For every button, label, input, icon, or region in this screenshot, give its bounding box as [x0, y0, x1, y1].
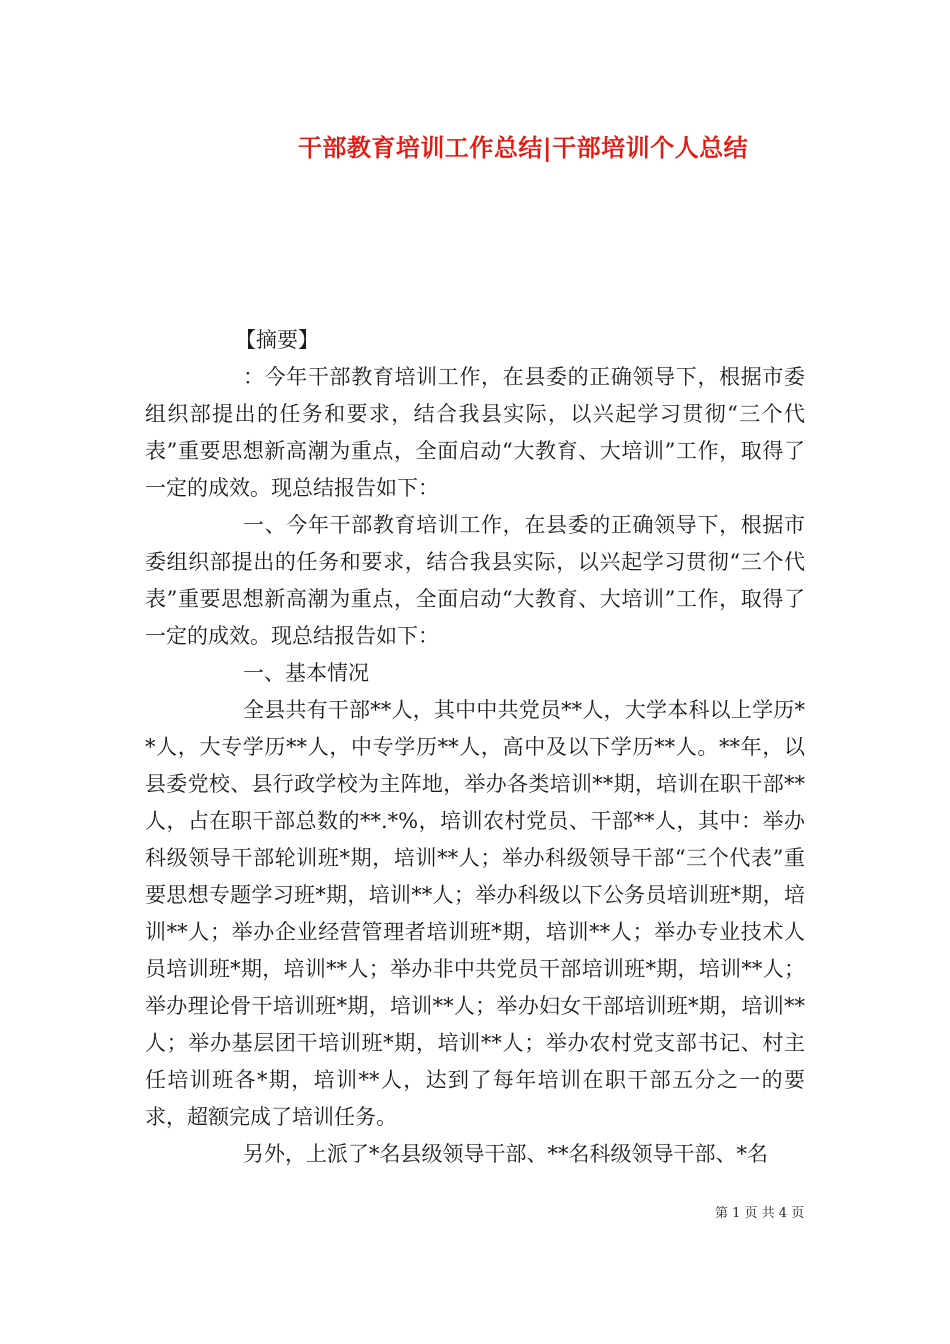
additional-paragraph: 另外，上派了*名县级领导干部、**名科级领导干部、*名 — [243, 1142, 768, 1166]
abstract-label: 【摘要】 — [235, 328, 319, 352]
document-body — [145, 322, 805, 1173]
document-title: 干部教育培训工作总结|干部培训个人总结 — [297, 133, 749, 162]
page-footer: 第 1 页 共 4 页 — [715, 1206, 805, 1221]
section-heading: 一、基本情况 — [243, 661, 369, 685]
abstract-paragraph: ：今年干部教育培训工作，在县委的正确领导下，根据市委组织部提出的任务和要求，结合我县实际，以兴起学习贯彻“三个代表”重要思想新高潮为重点，全面启动“大教育、大培训”工作，取得了一定的成效。现总结报告如下： — [145, 365, 805, 500]
basic-situation-paragraph: 全县共有干部**人，其中中共党员**人，大学本科以上学历**人，大专学历**人，中专学历**人，高中及以下学历**人。**年，以县委党校、县行政学校为主阵地，举办各类培训**期，培训在职干部**人，占在职干部总数的**.*%，培训农村党员、干部**人，其中：举办科级领导干部轮训班*期，培训**人；举办科级领导干部“三个代表”重要思想专题学习班*期，培训**人；举办科级以下公务员培训班*期，培训**人；举办企业经营管理者培训班*期，培训**人；举办专业技术人员培训班*期，培训**人；举办非中共党员干部培训班*期，培训**人；举办理论骨干培训班*期，培训**人；举办妇女干部培训班*期，培训**人；举办基层团干培训班*期，培训**人；举办农村党支部书记、村主任培训班各*期，培训**人，达到了每年培训在职干部五分之一的要求，超额完成了培训任务。 — [145, 698, 805, 1129]
intro-paragraph: 一、今年干部教育培训工作，在县委的正确领导下，根据市委组织部提出的任务和要求，结合我县实际，以兴起学习贯彻“三个代表”重要思想新高潮为重点，全面启动“大教育、大培训”工作，取得了一定的成效。现总结报告如下： — [145, 513, 805, 648]
